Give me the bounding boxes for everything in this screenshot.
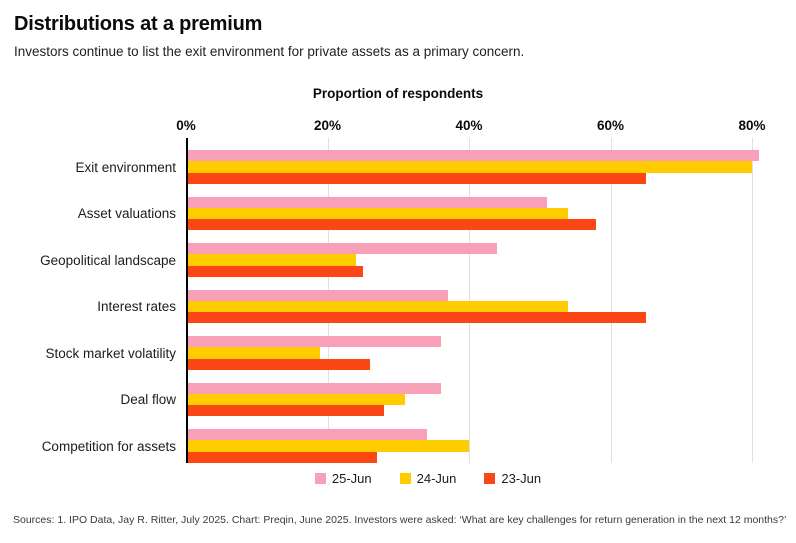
bar-24-jun xyxy=(186,161,752,172)
x-tick-label: 80% xyxy=(738,118,766,133)
legend-label: 24-Jun xyxy=(416,471,457,486)
plot-area xyxy=(186,138,788,463)
bar-24-jun xyxy=(186,394,405,405)
category-label: Interest rates xyxy=(97,299,176,314)
bar-group xyxy=(186,336,788,370)
bar-25-jun xyxy=(186,429,427,440)
bar-24-jun xyxy=(186,347,320,358)
bar-24-jun xyxy=(186,440,469,451)
bar-24-jun xyxy=(186,208,568,219)
legend-swatch xyxy=(484,473,495,484)
legend xyxy=(30,471,796,486)
page-title: Distributions at a premium xyxy=(14,13,263,35)
x-tick-label: 60% xyxy=(596,118,625,133)
category-labels xyxy=(0,138,176,463)
legend-item xyxy=(315,471,372,486)
legend-label: 25-Jun xyxy=(331,471,372,486)
category-label: Asset valuations xyxy=(77,206,176,221)
legend-label: 23-Jun xyxy=(501,471,542,486)
x-tick-label: 0% xyxy=(176,118,196,133)
legend-item xyxy=(484,471,541,486)
bar-25-jun xyxy=(186,336,441,347)
bar-23-jun xyxy=(186,266,363,277)
category-label: Competition for assets xyxy=(41,438,176,454)
x-axis-labels xyxy=(176,118,786,135)
bar-group xyxy=(186,290,788,324)
bar-25-jun xyxy=(186,243,497,254)
bar-group xyxy=(186,197,788,231)
bar-25-jun xyxy=(186,290,448,301)
x-tick-label: 40% xyxy=(455,118,483,133)
legend-swatch xyxy=(315,473,326,484)
bar-23-jun xyxy=(186,405,384,416)
bar-group xyxy=(186,150,788,184)
bar-group xyxy=(186,429,788,463)
footer-sources: Sources: 1. IPO Data, Jay R. Ritter, July 2025. Chart: Preqin, June 2025. Investors were asked: ‘What are key challenges for return generation in the next 12 months?’ xyxy=(13,514,787,526)
bar-23-jun xyxy=(186,219,596,230)
bar-23-jun xyxy=(186,312,646,323)
bar-group xyxy=(186,383,788,417)
legend-swatch xyxy=(400,473,411,484)
chart-title: Proportion of respondents xyxy=(312,86,484,101)
y-axis-line xyxy=(186,138,188,463)
category-label: Stock market volatility xyxy=(45,345,176,361)
x-tick-label: 20% xyxy=(313,118,342,133)
bar-23-jun xyxy=(186,359,370,370)
bar-24-jun xyxy=(186,301,568,312)
bar-24-jun xyxy=(186,254,356,265)
bar-23-jun xyxy=(186,452,377,463)
bar-25-jun xyxy=(186,383,441,394)
category-label: Exit environment xyxy=(75,159,176,175)
bar-25-jun xyxy=(186,197,547,208)
category-label: Deal flow xyxy=(120,392,176,407)
bar-23-jun xyxy=(186,173,646,184)
bar-group xyxy=(186,243,788,277)
bar-25-jun xyxy=(186,150,759,161)
legend-item xyxy=(400,471,457,486)
page-subtitle: Investors continue to list the exit environment for private assets as a primary concern. xyxy=(14,44,525,59)
category-label: Geopolitical landscape xyxy=(40,252,176,268)
